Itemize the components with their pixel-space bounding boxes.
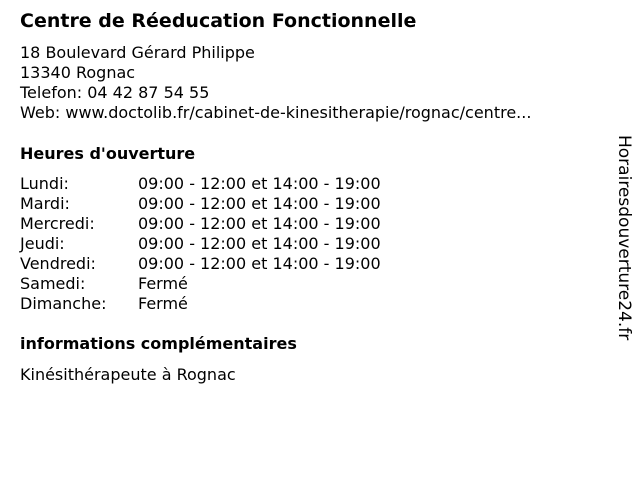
day-label: Samedi: <box>20 274 86 293</box>
phone-number: Telefon: 04 42 87 54 55 <box>20 83 210 102</box>
website-link[interactable]: Web: www.doctolib.fr/cabinet-de-kinesitherapie/rognac/centre... <box>20 103 532 122</box>
business-title: Centre de Réeducation Fonctionnelle <box>20 10 417 32</box>
info-text: Kinésithérapeute à Rognac <box>20 365 236 384</box>
time-value: Fermé <box>138 294 188 313</box>
time-value: 09:00 - 12:00 et 14:00 - 19:00 <box>138 254 381 273</box>
day-label: Jeudi: <box>20 234 65 253</box>
day-label: Dimanche: <box>20 294 107 313</box>
time-value: Fermé <box>138 274 188 293</box>
address-city: 13340 Rognac <box>20 63 136 82</box>
address-block <box>20 43 531 123</box>
info-heading: informations complémentaires <box>20 334 297 353</box>
time-value: 09:00 - 12:00 et 14:00 - 19:00 <box>138 194 381 213</box>
time-value: 09:00 - 12:00 et 14:00 - 19:00 <box>138 214 381 233</box>
hours-heading: Heures d'ouverture <box>20 144 196 163</box>
day-label: Mercredi: <box>20 214 95 233</box>
site-credit-watermark: Horairesdouverture24.fr <box>614 135 634 341</box>
day-label: Mardi: <box>20 194 70 213</box>
day-label: Lundi: <box>20 174 69 193</box>
time-value: 09:00 - 12:00 et 14:00 - 19:00 <box>138 234 381 253</box>
time-value: 09:00 - 12:00 et 14:00 - 19:00 <box>138 174 381 193</box>
day-label: Vendredi: <box>20 254 96 273</box>
address-street: 18 Boulevard Gérard Philippe <box>20 43 255 62</box>
